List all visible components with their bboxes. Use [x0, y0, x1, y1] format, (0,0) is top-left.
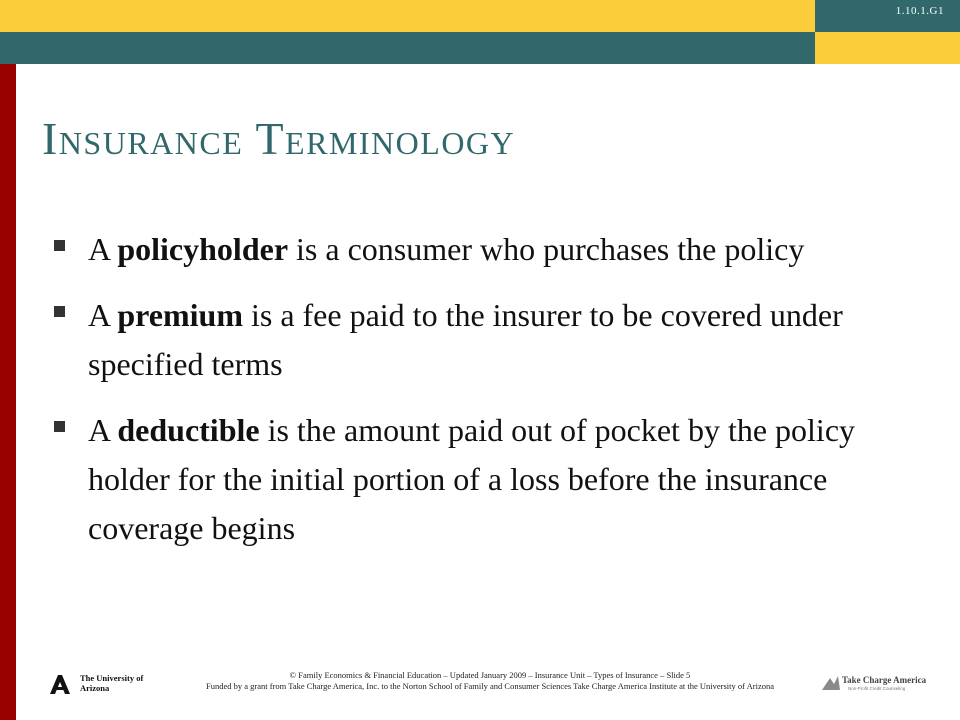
- term: policyholder: [117, 231, 289, 267]
- square-bullet-icon: [54, 421, 65, 432]
- square-bullet-icon: [54, 306, 65, 317]
- bullet-item: [52, 291, 912, 389]
- take-charge-america-wordmark: Take Charge America: [842, 675, 927, 685]
- header-corner-teal: [815, 0, 960, 32]
- term: deductible: [117, 412, 260, 448]
- header-corner-yellow: [815, 32, 960, 64]
- bullet-item: [52, 225, 912, 274]
- term: premium: [117, 297, 243, 333]
- footer-funding: Funded by a grant from Take Charge America, Inc. to the Norton School of Family and Consumer Sciences Take Charge America Institute at the University of Arizona: [205, 681, 774, 691]
- slide-code: 1.10.1.G1: [895, 5, 944, 17]
- footer-credits: [150, 670, 830, 692]
- header-yellow-band: [0, 0, 815, 32]
- take-charge-america-tagline: Non-Profit Credit Counseling: [848, 686, 906, 691]
- bullet-list: [52, 225, 912, 570]
- bullet-text: A premium is a fee paid to the insurer to be covered under specified terms: [88, 297, 843, 382]
- square-bullet-icon: [54, 240, 65, 251]
- bullet-item: [52, 406, 912, 553]
- footer-copyright: © Family Economics & Financial Education – Updated January 2009 – Insurance Unit – Types of Insurance – Slide 5: [289, 670, 691, 680]
- university-of-arizona-wordmark: The University of Arizona: [80, 673, 144, 693]
- left-accent-bar: [0, 0, 16, 720]
- bullet-text: A policyholder is a consumer who purchases the policy: [88, 231, 805, 267]
- slide-title: Insurance Terminology: [42, 113, 516, 164]
- bullet-text: A deductible is the amount paid out of pocket by the policy holder for the initial portion of a loss before the insurance coverage begins: [88, 412, 856, 546]
- header-teal-band: [0, 32, 815, 64]
